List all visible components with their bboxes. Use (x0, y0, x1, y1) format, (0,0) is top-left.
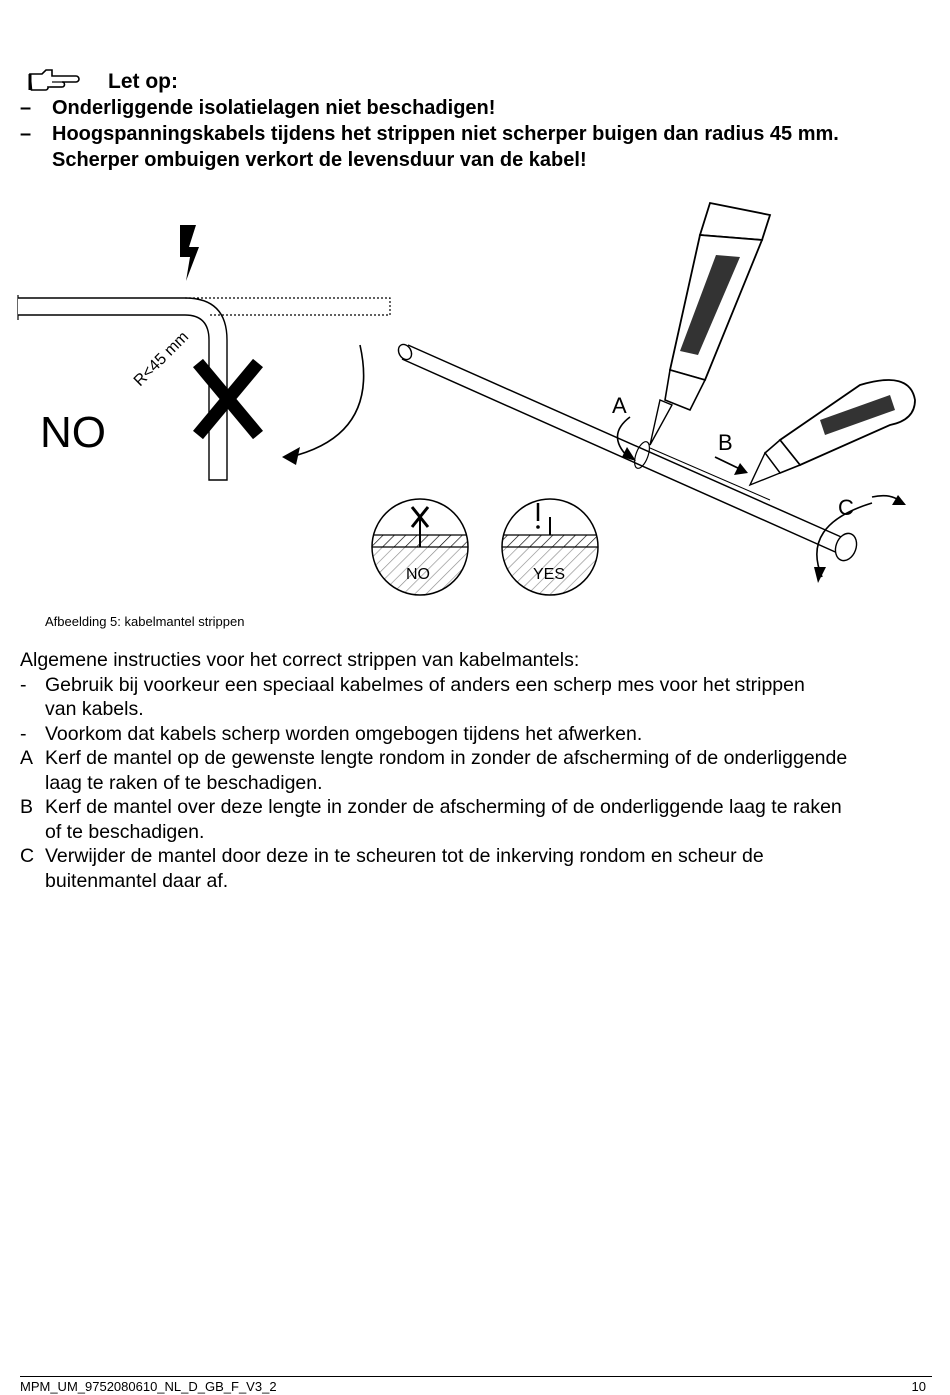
warning-item-text: Onderliggende isolatielagen niet beschadigen! (52, 97, 496, 119)
instructions-heading: Algemene instructies voor het correct strippen van kabelmantels: (20, 649, 580, 671)
list-item (20, 795, 940, 844)
list-item-text: Gebruik bij voorkeur een speciaal kabelmes of anders een scherp mes voor het strippen (45, 673, 805, 696)
list-item-text: Kerf de mantel over deze lengte in zonder de afscherming of de onderliggende laag te raken (45, 796, 842, 818)
list-item (20, 844, 940, 893)
list-item (20, 673, 940, 722)
list-item-text: Voorkom dat kabels scherp worden omgebogen tijdens het afwerken. (45, 722, 643, 745)
warning-item-continuation: Scherper ombuigen verkort de levensduur van de kabel! (52, 149, 587, 171)
warning-title: Let op: (108, 70, 178, 93)
circle-yes-label: YES (533, 566, 566, 583)
cable-stripping-illustration (10, 195, 930, 605)
list-item-text: Kerf de mantel op de gewenste lengte rondom in zonder de afscherming of de onderliggende (45, 747, 848, 769)
label-b: B (718, 430, 733, 455)
detail-circle-no (370, 499, 470, 597)
page-number: 10 (911, 1379, 926, 1394)
list-item-text: of te beschadigen. (45, 820, 205, 843)
footer-divider (20, 1376, 932, 1377)
list-item (20, 722, 940, 747)
warning-item (20, 121, 930, 173)
list-item-text: Verwijder de mantel door deze in te scheuren tot de inkerving rondom en scheur de (45, 845, 764, 867)
warning-header (28, 64, 178, 94)
instructions (20, 648, 940, 893)
radius-label: R<45 mm (130, 328, 193, 390)
lightning-icon (180, 225, 199, 281)
list-item-marker: - (20, 722, 27, 745)
peel-arrow-icon (814, 495, 906, 583)
list-item-marker: - (20, 673, 27, 696)
list-item (20, 746, 940, 795)
list-item-marker: C (20, 845, 35, 867)
pointing-hand-icon (28, 66, 80, 92)
warning-item-text: Hoogspanningskabels tijdens het strippen niet scherper buigen dan radius 45 mm. (52, 123, 839, 145)
label-a: A (612, 393, 627, 418)
label-c: C (838, 495, 854, 520)
list-item-text: van kabels. (45, 698, 144, 720)
figure-caption: Afbeelding 5: kabelmantel strippen (45, 614, 245, 629)
list-item-marker: B (20, 796, 34, 818)
knife-icon (650, 203, 770, 445)
slide-arrow-icon (715, 457, 748, 475)
bend-arrow-icon (282, 345, 364, 465)
knife-icon (750, 380, 915, 485)
detail-circle-yes (500, 499, 600, 597)
list-item-marker: A (20, 747, 34, 769)
no-label: NO (40, 408, 106, 457)
footer-doc-id: MPM_UM_9752080610_NL_D_GB_F_V3_2 (20, 1379, 277, 1394)
cross-mark-icon (198, 363, 258, 435)
circle-no-label: NO (406, 566, 430, 583)
warning-item (20, 95, 930, 121)
warning-item-marker: – (20, 123, 32, 145)
warning-item-marker: – (20, 97, 32, 119)
list-item-text: buitenmantel daar af. (45, 869, 229, 892)
list-item-text: laag te raken of te beschadigen. (45, 771, 323, 794)
